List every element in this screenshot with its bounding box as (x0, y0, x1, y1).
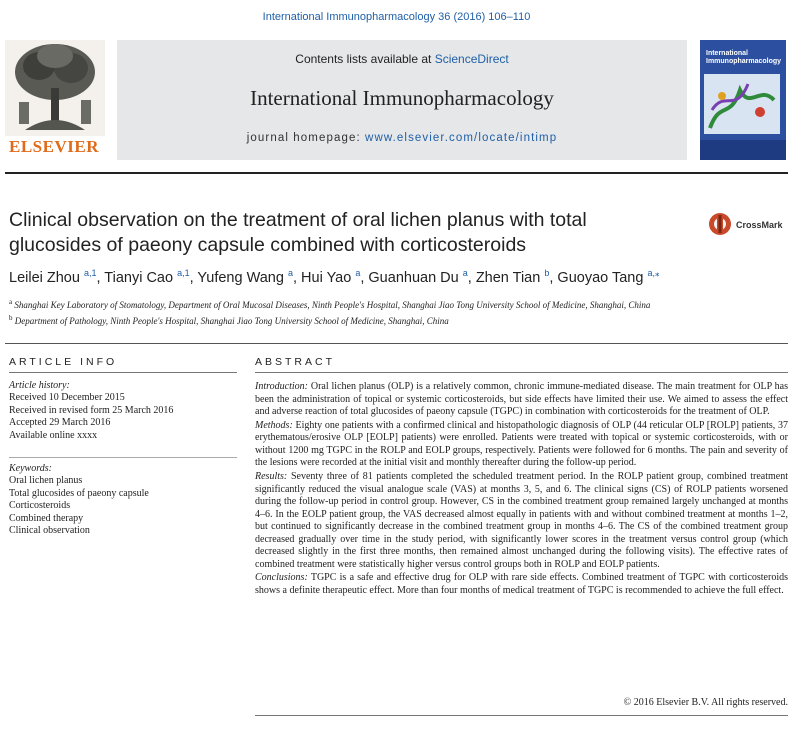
abstract-rule (255, 372, 788, 373)
cover-art-icon (700, 40, 786, 160)
abstract-body (255, 381, 788, 599)
history-item: Received 10 December 2015 (9, 392, 125, 404)
keyword: Combined therapy (9, 512, 84, 524)
crossmark-icon (708, 212, 732, 238)
contents-line (117, 52, 687, 66)
header-divider (5, 172, 788, 174)
history-divider (9, 457, 237, 458)
author[interactable]: Hui Yao $^a$ (301, 268, 361, 286)
journal-banner (117, 40, 687, 160)
homepage-prefix: journal homepage: (246, 132, 366, 144)
author[interactable]: Zhen Tian $^b$ (475, 268, 550, 286)
section-divider (5, 343, 788, 344)
abstract-results: Results: Seventy three of 81 patients completed the scheduled treatment period. In the ROLP patient group, combined treatment significantly reduced the visual analogue scale (VAS) at months 3, 5, and 6. The clinical signs (CS) of ROLP patients worsened during the follow-up period in control group. However, CS in the combined treatment group remained largely unchanged at months 4–6. In the EOLP patient group, the VAS decreased almost equally in patients with and without combined treatment at months 1–2, but continued to significantly decrease in the combined treatment group in months 4–6. The CS of the combined treatment group decreased gradually over time in the study period, with significantly lower scores in the treatment versus control group (which decreased slightly in the first three months, then remained almost unchanged during the following visits). The effective rates of combined treatment were statistically higher versus control groups both in ROLP and EOLP patients. (255, 471, 788, 570)
keywords-heading: Keywords: (9, 463, 52, 474)
abstract-bottom-rule (255, 715, 788, 716)
author[interactable]: Leilei Zhou $^{a,1}$ (9, 268, 97, 286)
keyword: Oral lichen planus (9, 475, 83, 487)
elsevier-tree-icon (5, 40, 105, 136)
author[interactable]: Tianyi Cao $^{a,1}$ (104, 268, 190, 286)
keywords (9, 463, 237, 537)
affiliation-a: $^a$ Shanghai Key Laboratory of Stomatology, Department of Oral Mucosal Diseases, Ninth People's Hospital, Shanghai Jiao Tong University School of Medicine, Shanghai, China (9, 298, 651, 310)
publisher-name: ELSEVIER (9, 137, 99, 156)
history-item: Available online xxxx (9, 429, 98, 441)
article-info-heading: ARTICLE INFO (9, 356, 118, 368)
elsevier-logo[interactable] (5, 40, 105, 160)
journal-homepage (117, 132, 687, 144)
history-item: Received in revised form 25 March 2016 (9, 404, 174, 416)
crossmark-badge[interactable] (708, 212, 788, 238)
author[interactable]: Guoyao Tang $^{a,⁎}$ (557, 268, 660, 286)
article-history (9, 380, 237, 442)
cover-title: International Immunopharmacology (706, 50, 782, 65)
affiliation-b: $^b$ Department of Pathology, Ninth People's Hospital, Shanghai Jiao Tong University School of Medicine, Shanghai, China (9, 314, 449, 326)
journal-title: International Immunopharmacology (250, 86, 554, 110)
abstract-methods: Methods: Eighty one patients with a confirmed clinical and histopathologic diagnosis of OLP (44 reticular OLP [ROLP] patients, 37 erythematous/erosive OLP [EOLP] patients) were enrolled. Patients were treated with topical or systemic corticosteroids, with or without 1200 mg TGPC in the ROLP and EOLP groups, respectively. Patients were followed for 6 months. The pain and severity of the lesions were recorded at the initial visit and monthly thereafter during the follow-up period. (255, 419, 788, 469)
sciencedirect-link[interactable]: ScienceDirect (434, 52, 509, 66)
abstract-conclusions: Conclusions: TGPC is a safe and effective drug for OLP with rare side effects. Combined treatment of TGPC with corticosteroids shows a definite therapeutic effect. More than four months of medical treatment of TGPC is recommended to achieve the full effect. (255, 572, 788, 596)
keyword: Total glucosides of paeony capsule (9, 487, 149, 499)
journal-header (5, 40, 788, 160)
article-info-rule (9, 372, 237, 373)
journal-citation[interactable]: International Immunopharmacology 36 (2016) 106–110 (262, 11, 531, 23)
journal-cover[interactable] (700, 40, 786, 160)
abstract-introduction: Introduction: Oral lichen planus (OLP) is a relatively common, chronic immune-mediated disease. The main treatment for OLP has been the administration of topical or systemic corticosteroids, but side effects have limited their use. We aimed to assess the effect and adverse reaction of total glucosides of paeony capsule (TGPC) in combination with corticosteroids for the treatment of OLP. (255, 381, 788, 417)
crossmark-label: CrossMark (736, 220, 783, 230)
keyword: Corticosteroids (9, 500, 71, 512)
affiliations (9, 296, 789, 328)
copyright: © 2016 Elsevier B.V. All rights reserved. (623, 697, 788, 708)
author[interactable]: Guanhuan Du $^a$ (368, 268, 468, 286)
homepage-link[interactable]: www.elsevier.com/locate/intimp (365, 132, 558, 144)
author[interactable]: Yufeng Wang $^a$ (197, 268, 293, 286)
article-title: Clinical observation on the treatment of oral lichen planus with total glucosides of paeony capsule combined with corticosteroids (9, 209, 587, 256)
keyword: Clinical observation (9, 525, 90, 537)
history-heading: Article history: (9, 380, 70, 391)
abstract-heading: ABSTRACT (255, 356, 336, 368)
history-item: Accepted 29 March 2016 (9, 417, 111, 429)
contents-prefix: Contents lists available at (295, 52, 435, 66)
author-list: Leilei Zhou $^{a,1}$, Tianyi Cao $^{a,1}$, Yufeng Wang $^a$, Hui Yao $^a$, Guanhuan Du $^a$, Zhen Tian $^b$, Guoyao Tang $^{a,⁎}$ (9, 268, 660, 286)
